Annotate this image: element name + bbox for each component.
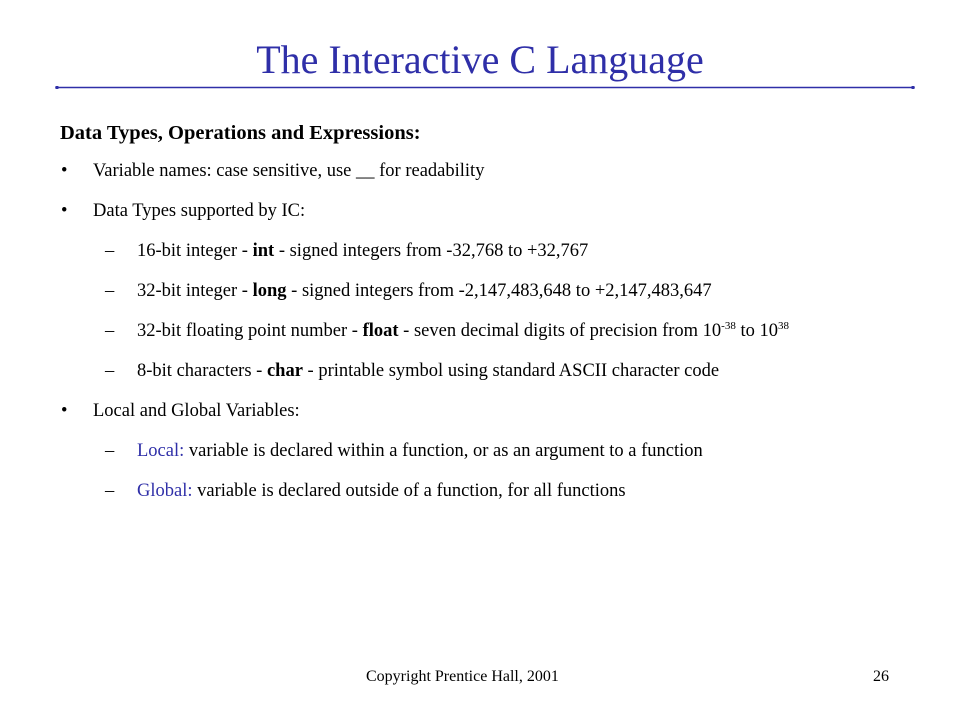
page-number: 26 <box>873 668 889 685</box>
subitem-global: – Global: variable is declared outside of a function, for all functions <box>105 481 626 501</box>
term-global: Global: <box>137 481 193 501</box>
dash-marker: – <box>105 481 115 501</box>
exponent-max: 38 <box>777 319 789 332</box>
subitem-char: – 8-bit characters - char - printable symbol using standard ASCII character code <box>105 361 720 381</box>
keyword-long: long <box>252 281 287 301</box>
bullet-marker: • <box>61 161 68 181</box>
bullet-local-global <box>60 400 920 422</box>
slide-body <box>60 120 920 520</box>
subitem-long: – 32-bit integer - long - signed integers from -2,147,483,648 to +2,147,483,647 <box>105 281 712 301</box>
dash-marker: – <box>105 241 115 261</box>
bullet-data-types <box>60 200 920 222</box>
bullet-text: Data Types supported by IC: <box>93 201 306 221</box>
footer-copyright: Copyright Prentice Hall, 2001 <box>366 668 559 685</box>
bullet-text: Local and Global Variables: <box>93 401 300 421</box>
keyword-char: char <box>266 361 303 381</box>
exponent-min: -38 <box>721 319 736 332</box>
slide-title: The Interactive C Language <box>256 37 704 82</box>
subitem-local: – Local: variable is declared within a function, or as an argument to a function <box>105 441 703 461</box>
keyword-float: float <box>362 321 399 341</box>
bullet-marker: • <box>61 401 68 421</box>
bullet-text: Variable names: case sensitive, use __ for readability <box>93 161 485 181</box>
keyword-int: int <box>252 241 275 261</box>
dash-marker: – <box>105 281 115 301</box>
dash-marker: – <box>105 321 115 341</box>
title-divider <box>55 86 915 89</box>
subitem-float: – 32-bit floating point number - float - seven decimal digits of precision from $10^{-38}$ to $10^{38}$ <box>105 319 789 341</box>
bullet-variable-names <box>60 160 920 182</box>
term-local: Local: <box>137 441 185 461</box>
subitem-int: – 16-bit integer - int - signed integers from -32,768 to +32,767 <box>105 241 589 261</box>
bullet-marker: • <box>61 201 68 221</box>
dash-marker: – <box>105 441 115 461</box>
dash-marker: – <box>105 361 115 381</box>
section-heading: Data Types, Operations and Expressions: <box>60 122 421 144</box>
